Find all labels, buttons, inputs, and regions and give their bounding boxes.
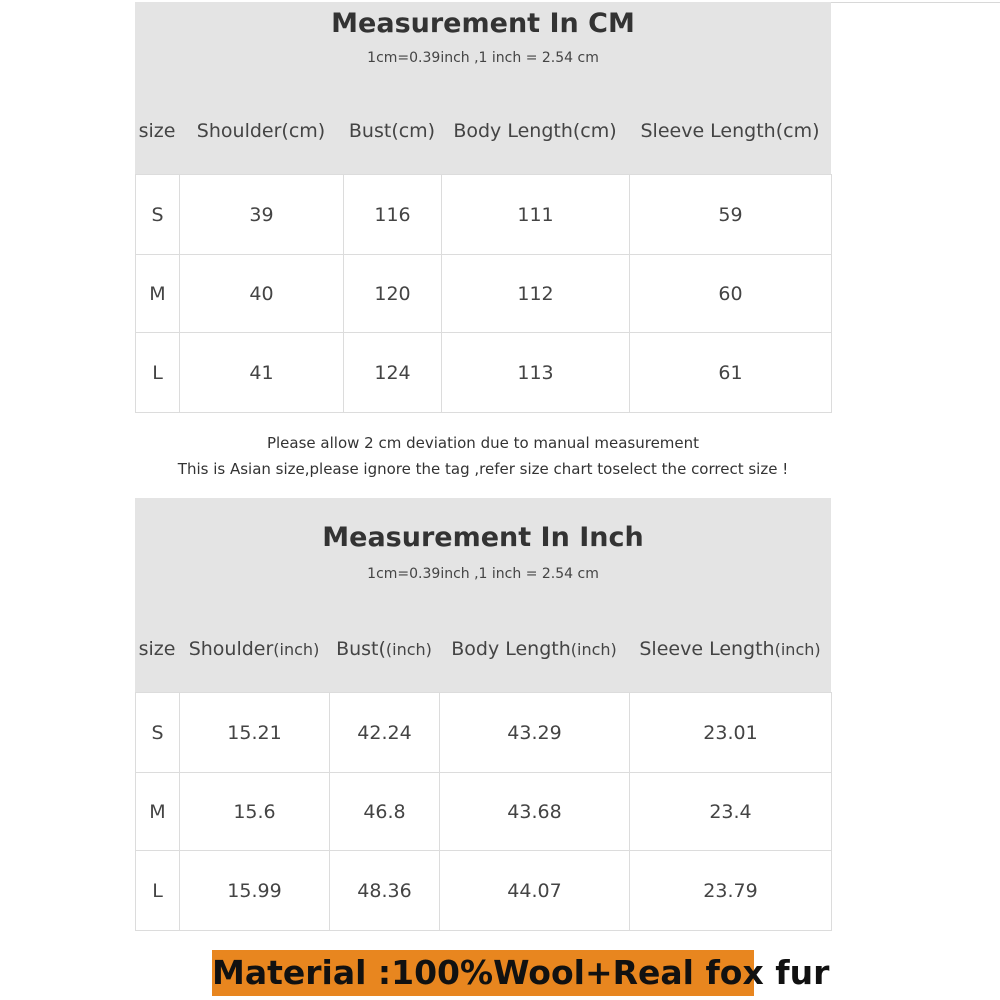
shoulder-cell: 15.6 <box>180 773 330 851</box>
table-row <box>136 333 832 413</box>
bust-cell: 48.36 <box>330 851 440 931</box>
deviation-note <box>135 430 831 482</box>
table-row <box>136 851 832 931</box>
cm-header-bust: Bust(cm) <box>348 120 436 142</box>
bust-cell: 120 <box>344 255 442 333</box>
table-row <box>136 255 832 333</box>
inch-title: Measurement In Inch <box>322 522 644 553</box>
size-cell: M <box>136 773 180 851</box>
material-banner: Material :100%Wool+Real fox fur <box>212 950 754 996</box>
deviation-note-line1: Please allow 2 cm deviation due to manual measurement <box>266 434 700 452</box>
table-row <box>136 773 832 851</box>
shoulder-cell: 40 <box>180 255 344 333</box>
sleeve-length-cell: 60 <box>630 255 832 333</box>
sleeve-length-cell: 23.4 <box>630 773 832 851</box>
inch-table <box>135 692 832 931</box>
table-row <box>136 175 832 255</box>
body-length-cell: 43.68 <box>440 773 630 851</box>
inch-size-chart <box>135 498 831 930</box>
cm-header-shoulder: Shoulder(cm) <box>196 120 326 142</box>
inch-header-body-length: Body Length(inch) <box>451 638 617 660</box>
size-cell: L <box>136 851 180 931</box>
shoulder-cell: 15.21 <box>180 693 330 773</box>
body-length-cell: 112 <box>442 255 630 333</box>
size-cell: M <box>136 255 180 333</box>
body-length-cell: 113 <box>442 333 630 413</box>
shoulder-cell: 41 <box>180 333 344 413</box>
cm-header-sleeve-length: Sleeve Length(cm) <box>640 120 820 142</box>
inch-header-shoulder: Shoulder(inch) <box>188 638 320 660</box>
cm-header-body-length: Body Length(cm) <box>453 120 617 142</box>
top-divider <box>830 2 1000 3</box>
sleeve-length-cell: 23.79 <box>630 851 832 931</box>
body-length-cell: 44.07 <box>440 851 630 931</box>
shoulder-cell: 15.99 <box>180 851 330 931</box>
sleeve-length-cell: 23.01 <box>630 693 832 773</box>
shoulder-cell: 39 <box>180 175 344 255</box>
table-row <box>136 693 832 773</box>
bust-cell: 116 <box>344 175 442 255</box>
inch-conversion-note: 1cm=0.39inch ,1 inch = 2.54 cm <box>367 566 599 582</box>
cm-title: Measurement In CM <box>331 8 635 39</box>
size-cell: S <box>136 693 180 773</box>
inch-header-size: size <box>138 638 176 660</box>
size-cell: S <box>136 175 180 255</box>
size-cell: L <box>136 333 180 413</box>
inch-header-bust: Bust((inch) <box>336 638 432 660</box>
bust-cell: 124 <box>344 333 442 413</box>
body-length-cell: 43.29 <box>440 693 630 773</box>
body-length-cell: 111 <box>442 175 630 255</box>
cm-header-size: size <box>138 120 176 142</box>
asian-size-note: This is Asian size,please ignore the tag ,refer size chart toselect the correct size ! <box>177 460 789 478</box>
bust-cell: 42.24 <box>330 693 440 773</box>
cm-size-chart <box>135 2 831 498</box>
cm-table <box>135 174 832 413</box>
inch-header-sleeve-length: Sleeve Length(inch) <box>639 638 821 660</box>
sleeve-length-cell: 59 <box>630 175 832 255</box>
bust-cell: 46.8 <box>330 773 440 851</box>
cm-conversion-note: 1cm=0.39inch ,1 inch = 2.54 cm <box>367 50 599 66</box>
sleeve-length-cell: 61 <box>630 333 832 413</box>
